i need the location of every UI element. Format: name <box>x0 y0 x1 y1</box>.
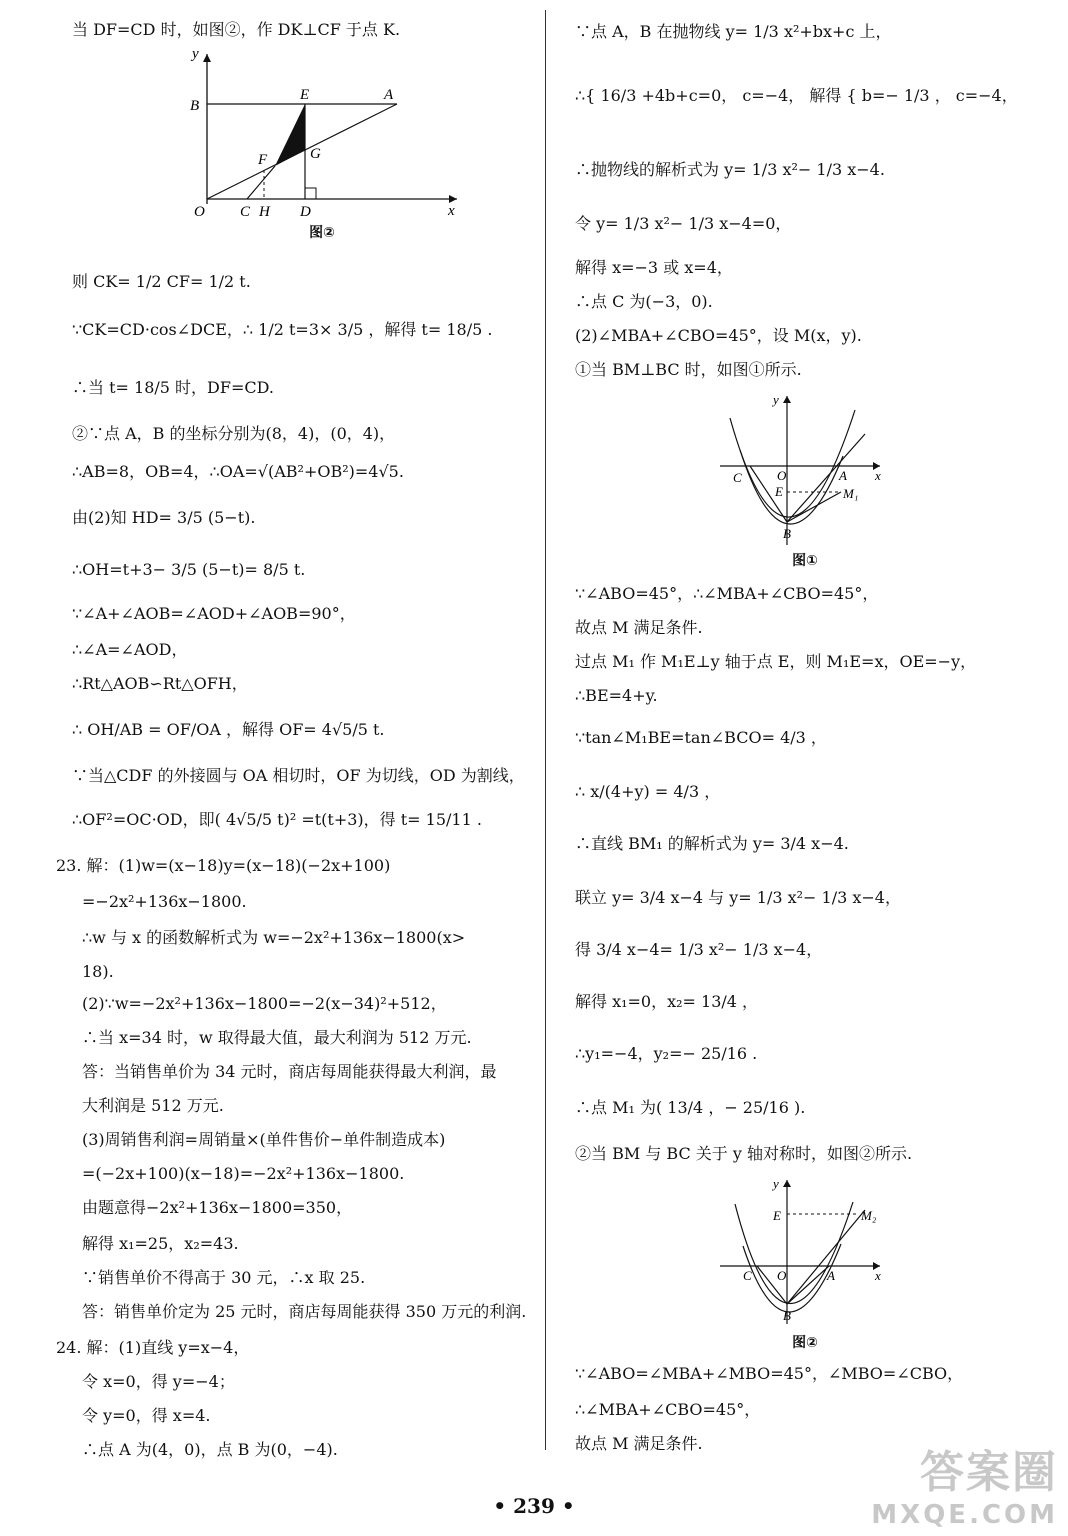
text-line: 令 y= 1/3 x²− 1/3 x−4=0， <box>575 214 792 233</box>
text-line: ∴y₁=−4，y₂=− 25/16 . <box>575 1044 758 1063</box>
label-O: O <box>777 468 787 483</box>
label-C: C <box>240 204 251 220</box>
text-line: (2)∵w=−2x²+136x−1800=−2(x−34)²+512， <box>82 994 447 1013</box>
watermark-title: 答案圈 <box>920 1447 1058 1498</box>
figure-right-1-diagram <box>715 390 895 550</box>
label-A: A <box>839 468 847 483</box>
figure-left-diagram <box>172 44 472 222</box>
label-x: x <box>875 468 881 483</box>
label-O: O <box>777 1268 787 1283</box>
label-F: F <box>258 152 268 168</box>
figure-left-caption: 图② <box>309 225 335 241</box>
text-line: ∵销售单价不得高于 30 元，∴x 取 25. <box>82 1268 366 1287</box>
text-line: ∵∠ABO=45°，∴∠MBA+∠CBO=45°， <box>575 584 879 603</box>
text-line: 令 x=0，得 y=−4； <box>82 1372 235 1391</box>
text-line: 18). <box>82 962 114 981</box>
label-y: y <box>192 46 199 62</box>
figure-right-1-caption: 图① <box>792 553 818 569</box>
column-divider <box>545 10 546 1450</box>
label-C: C <box>743 1268 752 1283</box>
label-M1: M₁ <box>843 486 859 501</box>
text-line: ∵∠A+∠AOB=∠AOD+∠AOB=90°， <box>72 604 356 623</box>
text-line: ∴点 M₁ 为( 13/4 ，− 25/16 ). <box>575 1098 806 1117</box>
text-line: ∵CK=CD·cos∠DCE，∴ 1/2 t=3× 3/5 ，解得 t= 18/5 . <box>72 320 493 339</box>
label-M2: M₂ <box>861 1208 877 1223</box>
text-line: ∴{ 16/3 +4b+c=0， c=−4， 解得 { b=− 1/3 ， c=−4， <box>575 86 1018 105</box>
text-line: ∴∠MBA+∠CBO=45°， <box>575 1400 761 1419</box>
figure-right-2-diagram <box>715 1174 895 1332</box>
label-C: C <box>733 470 742 485</box>
label-E: E <box>773 1208 781 1223</box>
text-line: ∴点 A 为(4，0)，点 B 为(0，−4). <box>82 1440 338 1459</box>
text-line: 由(2)知 HD= 3/5 (5−t). <box>72 508 256 527</box>
text-line: 解得 x₁=0，x₂= 13/4 ， <box>575 992 759 1011</box>
label-D: D <box>300 204 311 220</box>
text-line: ∴点 C 为(−3，0). <box>575 292 713 311</box>
label-B: B <box>190 98 200 114</box>
text-line: ∴ x/(4+y) = 4/3 ， <box>575 782 721 801</box>
text-line: 答：当销售单价为 34 元时，商店每周能获得最大利润，最 <box>82 1062 497 1081</box>
label-B: B <box>783 1308 791 1323</box>
text-line: ①当 BM⊥BC 时，如图①所示. <box>575 360 802 379</box>
text-line: 令 y=0，得 x=4. <box>82 1406 211 1425</box>
text-line: ②当 BM 与 BC 关于 y 轴对称时，如图②所示. <box>575 1144 913 1163</box>
label-x: x <box>875 1268 881 1283</box>
text-line: 解得 x₁=25，x₂=43. <box>82 1234 239 1253</box>
text-line: 则 CK= 1/2 CF= 1/2 t. <box>72 272 251 291</box>
figure-right-2-caption: 图② <box>792 1335 818 1351</box>
text-line: ∵tan∠M₁BE=tan∠BCO= 4/3 ， <box>575 728 827 747</box>
label-H: H <box>259 204 270 220</box>
text-line: 故点 M 满足条件. <box>575 618 703 637</box>
text-line: ∴BE=4+y. <box>575 686 658 705</box>
text-line: ∵当△CDF 的外接圆与 OA 相切时，OF 为切线，OD 为割线， <box>72 766 525 785</box>
text-line: 联立 y= 3/4 x−4 与 y= 1/3 x²− 1/3 x−4， <box>575 888 901 907</box>
text-line: 解得 x=−3 或 x=4， <box>575 258 733 277</box>
label-O: O <box>194 204 205 220</box>
text-line: 过点 M₁ 作 M₁E⊥y 轴于点 E，则 M₁E=x，OE=−y， <box>575 652 977 671</box>
label-E: E <box>775 484 783 499</box>
figure-right-2 <box>715 1174 895 1354</box>
text-line: 大利润是 512 万元. <box>82 1096 224 1115</box>
text-line: (2)∠MBA+∠CBO=45°，设 M(x，y). <box>575 326 862 345</box>
text-line: 故点 M 满足条件. <box>575 1434 703 1453</box>
page-number: • 239 • <box>493 1494 575 1518</box>
label-A: A <box>827 1268 835 1283</box>
text-line: 得 3/4 x−4= 1/3 x²− 1/3 x−4， <box>575 940 823 959</box>
label-E: E <box>300 87 310 103</box>
label-x: x <box>448 203 455 219</box>
label-y: y <box>773 392 779 407</box>
text-line: =−2x²+136x−1800. <box>82 892 247 911</box>
text-line: ∴w 与 x 的函数解析式为 w=−2x²+136x−1800(x> <box>82 928 466 947</box>
text-line: ∴OH=t+3− 3/5 (5−t)= 8/5 t. <box>72 560 306 579</box>
text-line: 当 DF=CD 时，如图②，作 DK⊥CF 于点 K. <box>72 20 401 39</box>
text-line: 由题意得−2x²+136x−1800=350， <box>82 1198 353 1217</box>
label-A: A <box>384 87 394 103</box>
label-B: B <box>783 526 791 541</box>
text-line: ∴抛物线的解析式为 y= 1/3 x²− 1/3 x−4. <box>575 160 885 179</box>
text-line: ∴OF²=OC·OD，即( 4√5/5 t)² =t(t+3)，得 t= 15/11 . <box>72 810 482 829</box>
text-line: ∴当 x=34 时，w 取得最大值，最大利润为 512 万元. <box>82 1028 472 1047</box>
label-G: G <box>310 146 321 162</box>
text-line: ∴Rt△AOB∽Rt△OFH， <box>72 674 248 693</box>
text-line: ∴直线 BM₁ 的解析式为 y= 3/4 x−4. <box>575 834 849 853</box>
text-line: ∵∠ABO=∠MBA+∠MBO=45°，∠MBO=∠CBO， <box>575 1364 964 1383</box>
text-line: ∵点 A，B 在抛物线 y= 1/3 x²+bx+c 上， <box>575 22 892 41</box>
text-line: 答：销售单价定为 25 元时，商店每周能获得 350 万元的利润. <box>82 1302 527 1321</box>
text-line: ②∵点 A，B 的坐标分别为(8，4)，(0，4)， <box>72 424 396 443</box>
text-line: ∴ OH/AB = OF/OA ，解得 OF= 4√5/5 t. <box>72 720 385 739</box>
watermark <box>871 1436 1058 1530</box>
text-line: ∴AB=8，OB=4，∴OA=√(AB²+OB²)=4√5. <box>72 462 404 481</box>
text-line: ∴∠A=∠AOD， <box>72 640 188 659</box>
text-line: ∴当 t= 18/5 时，DF=CD. <box>72 378 274 397</box>
text-line: (3)周销售利润=周销量×(单件售价−单件制造成本) <box>82 1130 446 1149</box>
text-line: 23. 解：(1)w=(x−18)y=(x−18)(−2x+100) <box>56 856 391 875</box>
figure-right-1 <box>715 390 895 570</box>
label-y: y <box>773 1176 779 1191</box>
text-line: 24. 解：(1)直线 y=x−4， <box>56 1338 250 1357</box>
text-line: =(−2x+100)(x−18)=−2x²+136x−1800. <box>82 1164 405 1183</box>
figure-left <box>172 44 472 244</box>
watermark-url: MXQE.COM <box>871 1500 1058 1530</box>
